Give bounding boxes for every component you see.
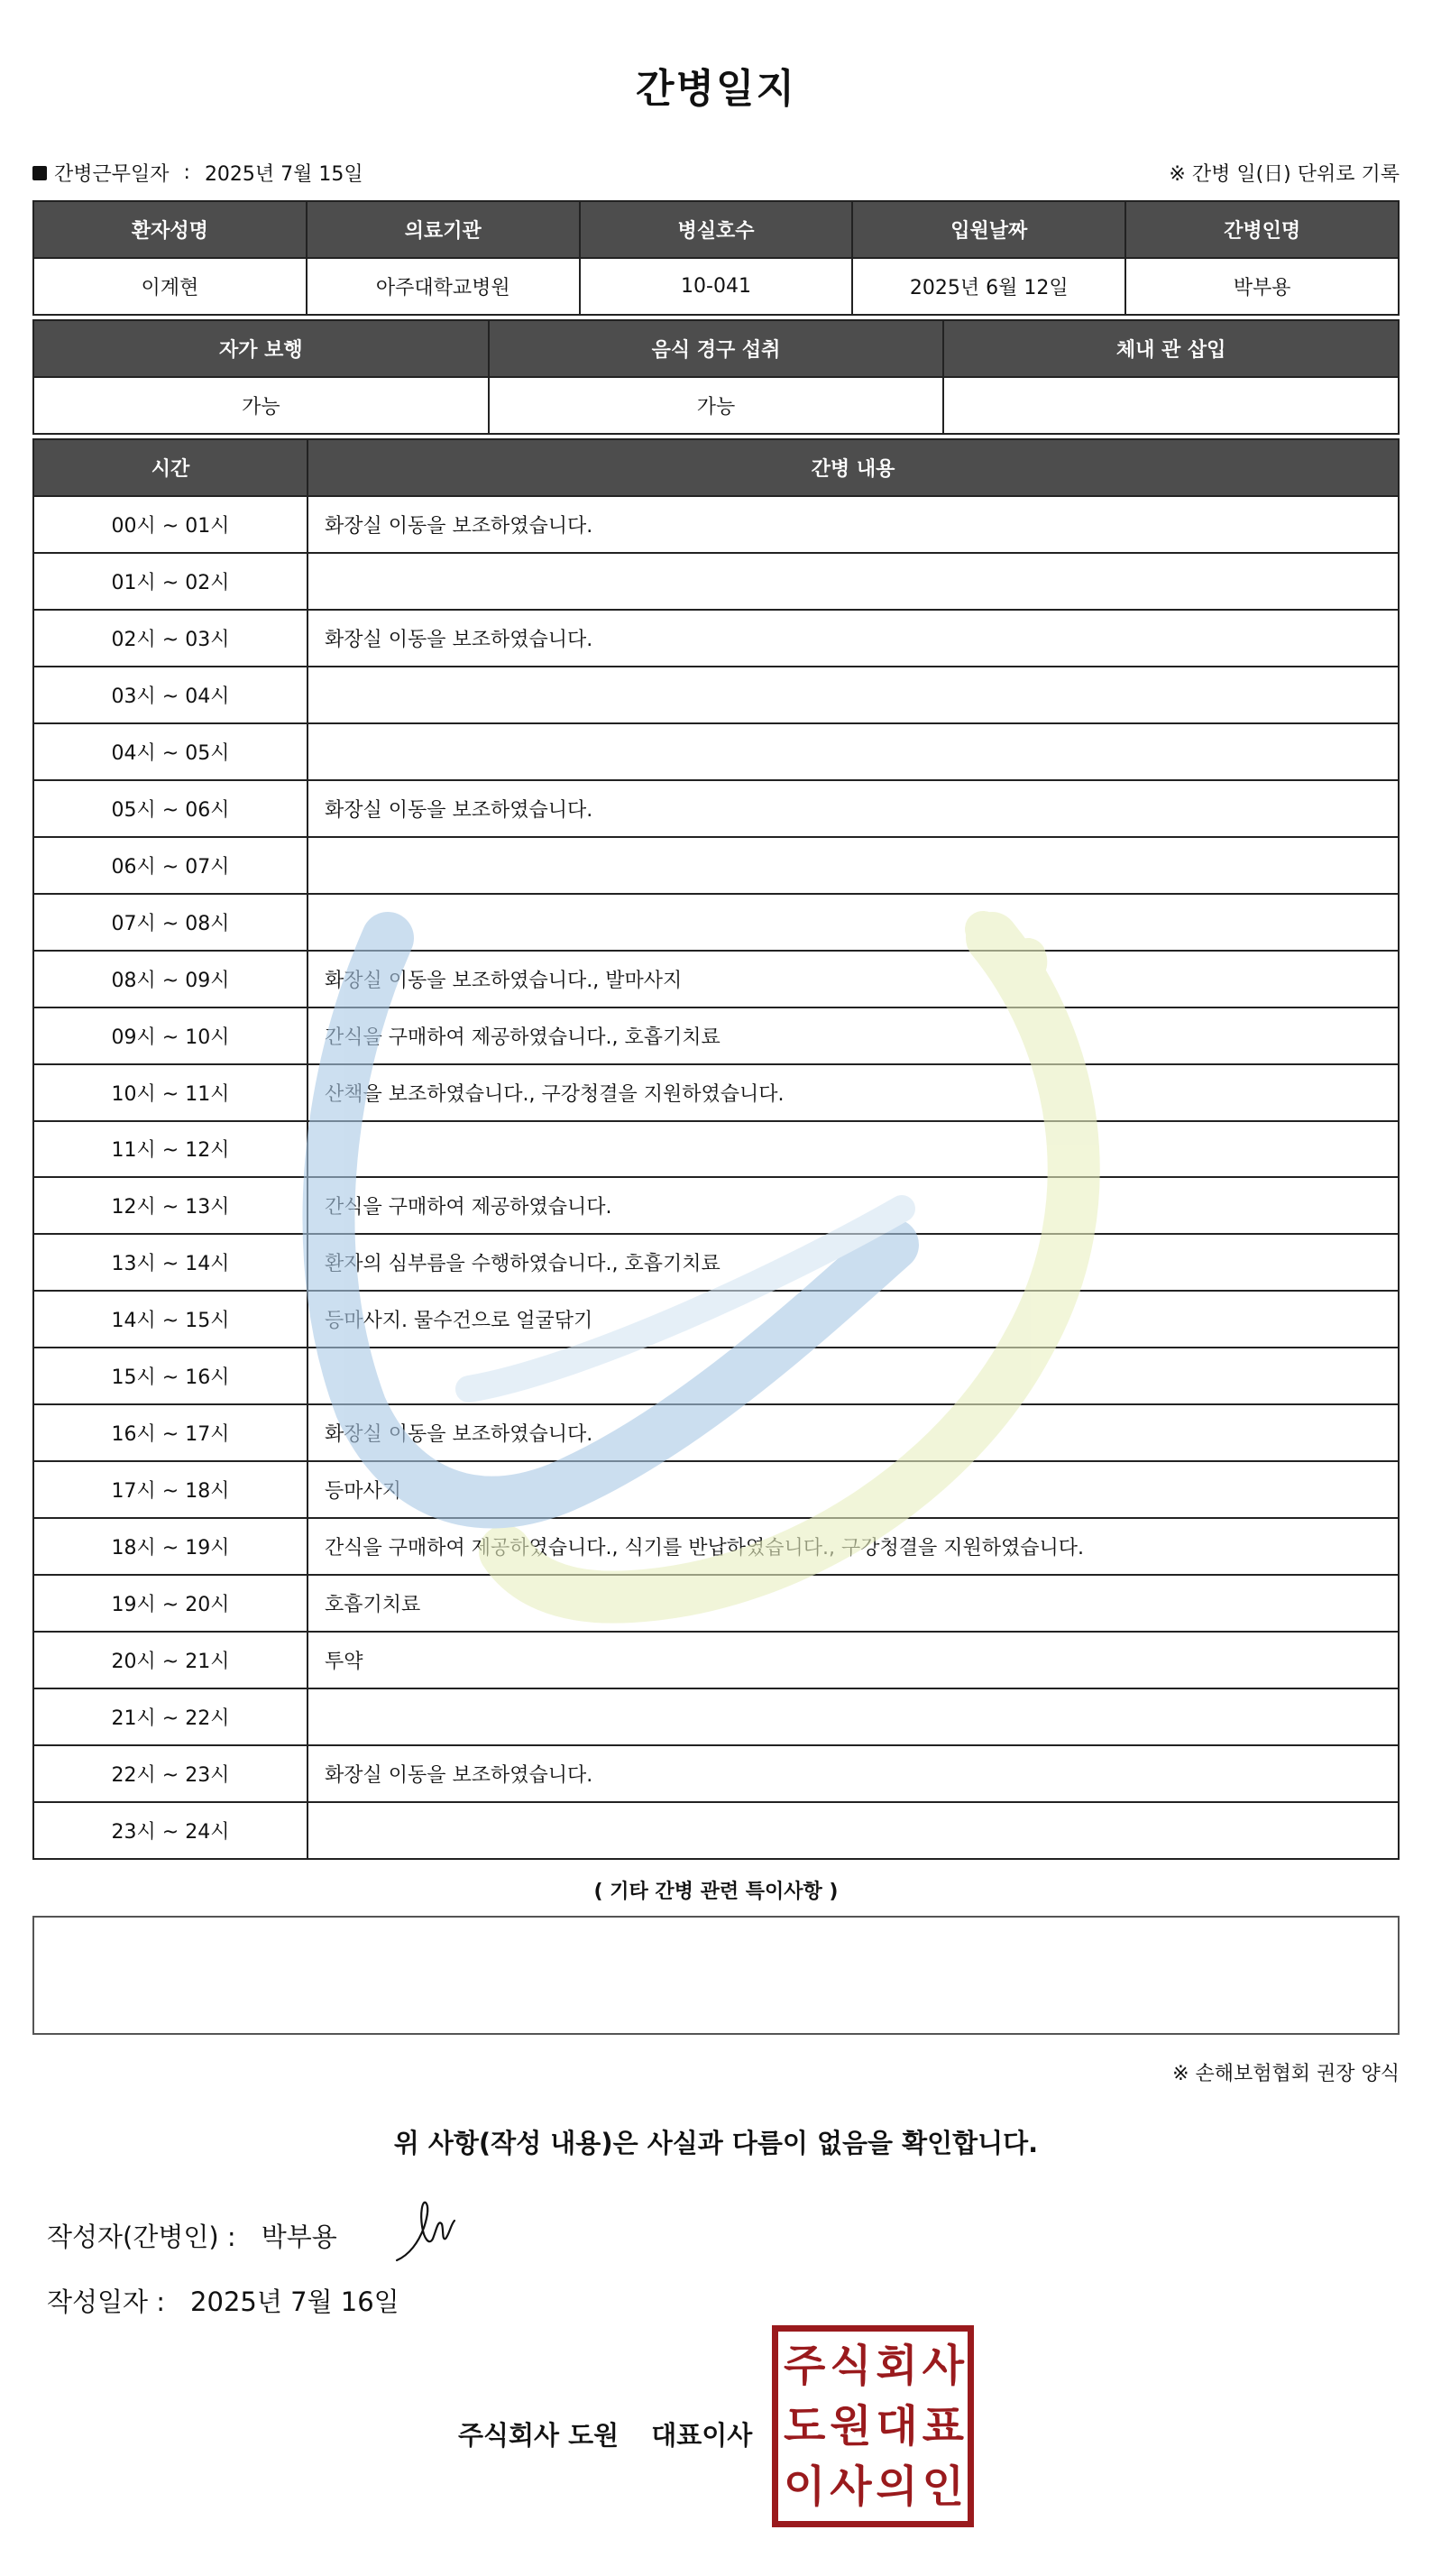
log-time-cell: 01시 ~ 02시 [34, 554, 307, 609]
log-time-cell: 00시 ~ 01시 [34, 497, 307, 552]
log-time-cell: 23시 ~ 24시 [34, 1803, 307, 1858]
oral-intake-header: 음식 경구 섭취 [490, 321, 943, 376]
meta-row [32, 159, 1400, 188]
log-time-cell: 11시 ~ 12시 [34, 1122, 307, 1177]
log-time-cell: 06시 ~ 07시 [34, 838, 307, 893]
log-time-cell: 21시 ~ 22시 [34, 1689, 307, 1744]
log-time-cell: 10시 ~ 11시 [34, 1065, 307, 1120]
log-time-cell: 05시 ~ 06시 [34, 781, 307, 836]
log-content-cell [308, 838, 1398, 893]
seal-char: 대 [876, 2401, 916, 2452]
work-date-line [32, 159, 363, 187]
hourly-care-log-table [32, 438, 1400, 1860]
log-content-cell [308, 1803, 1398, 1858]
author-label: 작성자(간병인) : [47, 2222, 236, 2252]
seal-char: 회 [876, 2341, 916, 2391]
caregiver-name-value: 박부용 [1126, 259, 1398, 314]
log-time-cell: 02시 ~ 03시 [34, 611, 307, 666]
admission-date-value: 2025년 6월 12일 [853, 259, 1124, 314]
hospital-value: 아주대학교병원 [308, 259, 579, 314]
recording-note: ※ 간병 일(日) 단위로 기록 [1169, 163, 1400, 186]
patient-info-table [32, 200, 1400, 316]
written-date-value: 2025년 7월 16일 [190, 2286, 399, 2317]
log-content-cell: 호흡기치료 [308, 1576, 1398, 1631]
log-content-cell [308, 1689, 1398, 1744]
log-content-cell: 등마사지 [308, 1462, 1398, 1517]
admission-date-header: 입원날짜 [853, 202, 1124, 257]
log-content-cell: 화장실 이동을 보조하였습니다. [308, 1405, 1398, 1460]
bullet-square-icon [32, 166, 47, 180]
company-seal-stamp [772, 2325, 974, 2527]
patient-name-value: 이계현 [34, 259, 306, 314]
seal-char: 이 [784, 2461, 824, 2512]
author-name: 박부용 [261, 2222, 337, 2252]
form-source-footnote: ※ 손해보험협회 권장 양식 [1172, 2063, 1400, 2085]
work-date-separator: : [183, 161, 190, 184]
seal-char: 사 [922, 2341, 962, 2391]
oral-intake-value: 가능 [490, 378, 943, 433]
log-time-cell: 12시 ~ 13시 [34, 1178, 307, 1233]
written-date-line [47, 2282, 399, 2319]
log-time-cell: 18시 ~ 19시 [34, 1519, 307, 1574]
patient-name-header: 환자성명 [34, 202, 306, 257]
log-content-cell: 간식을 구매하여 제공하였습니다., 식기를 반납하였습니다., 구강청결을 지원하였습니다. [308, 1519, 1398, 1574]
handwritten-signature [393, 2197, 474, 2269]
seal-char: 주 [784, 2341, 824, 2391]
log-content-cell: 화장실 이동을 보조하였습니다. [308, 781, 1398, 836]
written-date-label: 작성일자 : [47, 2286, 166, 2317]
log-content-cell [308, 1122, 1398, 1177]
log-time-cell: 13시 ~ 14시 [34, 1235, 307, 1290]
log-content-cell: 간식을 구매하여 제공하였습니다., 호흡기치료 [308, 1008, 1398, 1063]
time-column-header: 시간 [34, 440, 307, 495]
company-title: 대표이사 [651, 2420, 753, 2451]
log-content-cell [308, 1348, 1398, 1403]
log-time-cell: 15시 ~ 16시 [34, 1348, 307, 1403]
company-name: 주식회사 도원 [458, 2420, 620, 2451]
log-time-cell: 08시 ~ 09시 [34, 952, 307, 1007]
log-content-cell [308, 667, 1398, 722]
patient-status-table [32, 319, 1400, 435]
log-content-cell [308, 895, 1398, 950]
notes-section-title: ( 기타 간병 관련 특이사항 ) [593, 1881, 839, 1903]
log-time-cell: 19시 ~ 20시 [34, 1576, 307, 1631]
log-content-cell: 화장실 이동을 보조하였습니다. [308, 611, 1398, 666]
confirmation-statement: 위 사항(작성 내용)은 사실과 다름이 없음을 확인합니다. [393, 2128, 1039, 2158]
log-time-cell: 17시 ~ 18시 [34, 1462, 307, 1517]
tube-insertion-header: 체내 관 삽입 [944, 321, 1398, 376]
log-time-cell: 14시 ~ 15시 [34, 1292, 307, 1347]
seal-char: 식 [830, 2341, 870, 2391]
caregiver-name-header: 간병인명 [1126, 202, 1398, 257]
self-walking-value: 가능 [34, 378, 488, 433]
seal-row [784, 2397, 962, 2455]
log-time-cell: 22시 ~ 23시 [34, 1746, 307, 1801]
log-time-cell: 09시 ~ 10시 [34, 1008, 307, 1063]
seal-char: 인 [922, 2461, 962, 2512]
log-time-cell: 20시 ~ 21시 [34, 1633, 307, 1688]
log-content-cell: 화장실 이동을 보조하였습니다. [308, 1746, 1398, 1801]
work-date-label: 간병근무일자 [54, 163, 170, 186]
seal-char: 도 [784, 2401, 824, 2452]
log-time-cell: 04시 ~ 05시 [34, 724, 307, 779]
author-line [47, 2217, 337, 2254]
log-content-cell [308, 724, 1398, 779]
log-content-cell: 투약 [308, 1633, 1398, 1688]
page-title: 간병일지 [635, 66, 796, 112]
seal-row [784, 2337, 962, 2395]
log-content-cell: 화장실 이동을 보조하였습니다., 발마사지 [308, 952, 1398, 1007]
room-number-header: 병실호수 [581, 202, 852, 257]
log-time-cell: 03시 ~ 04시 [34, 667, 307, 722]
log-content-cell [308, 554, 1398, 609]
company-signature-line [458, 2415, 752, 2452]
seal-char: 사 [830, 2461, 870, 2512]
room-number-value: 10-041 [581, 259, 852, 314]
work-date-value: 2025년 7월 15일 [204, 163, 363, 186]
care-content-column-header: 간병 내용 [308, 440, 1398, 495]
log-content-cell: 등마사지. 물수건으로 얼굴닦기 [308, 1292, 1398, 1347]
tube-insertion-value [944, 378, 1398, 433]
log-content-cell: 산책을 보조하였습니다., 구강청결을 지원하였습니다. [308, 1065, 1398, 1120]
hospital-header: 의료기관 [308, 202, 579, 257]
seal-char: 원 [830, 2401, 870, 2452]
log-content-cell: 간식을 구매하여 제공하였습니다. [308, 1178, 1398, 1233]
seal-row [784, 2458, 962, 2516]
seal-char: 의 [876, 2461, 916, 2512]
log-time-cell: 07시 ~ 08시 [34, 895, 307, 950]
log-time-cell: 16시 ~ 17시 [34, 1405, 307, 1460]
self-walking-header: 자가 보행 [34, 321, 488, 376]
seal-char: 표 [922, 2401, 962, 2452]
log-content-cell: 화장실 이동을 보조하였습니다. [308, 497, 1398, 552]
log-content-cell: 환자의 심부름을 수행하였습니다., 호흡기치료 [308, 1235, 1398, 1290]
special-notes-box [32, 1916, 1400, 2035]
